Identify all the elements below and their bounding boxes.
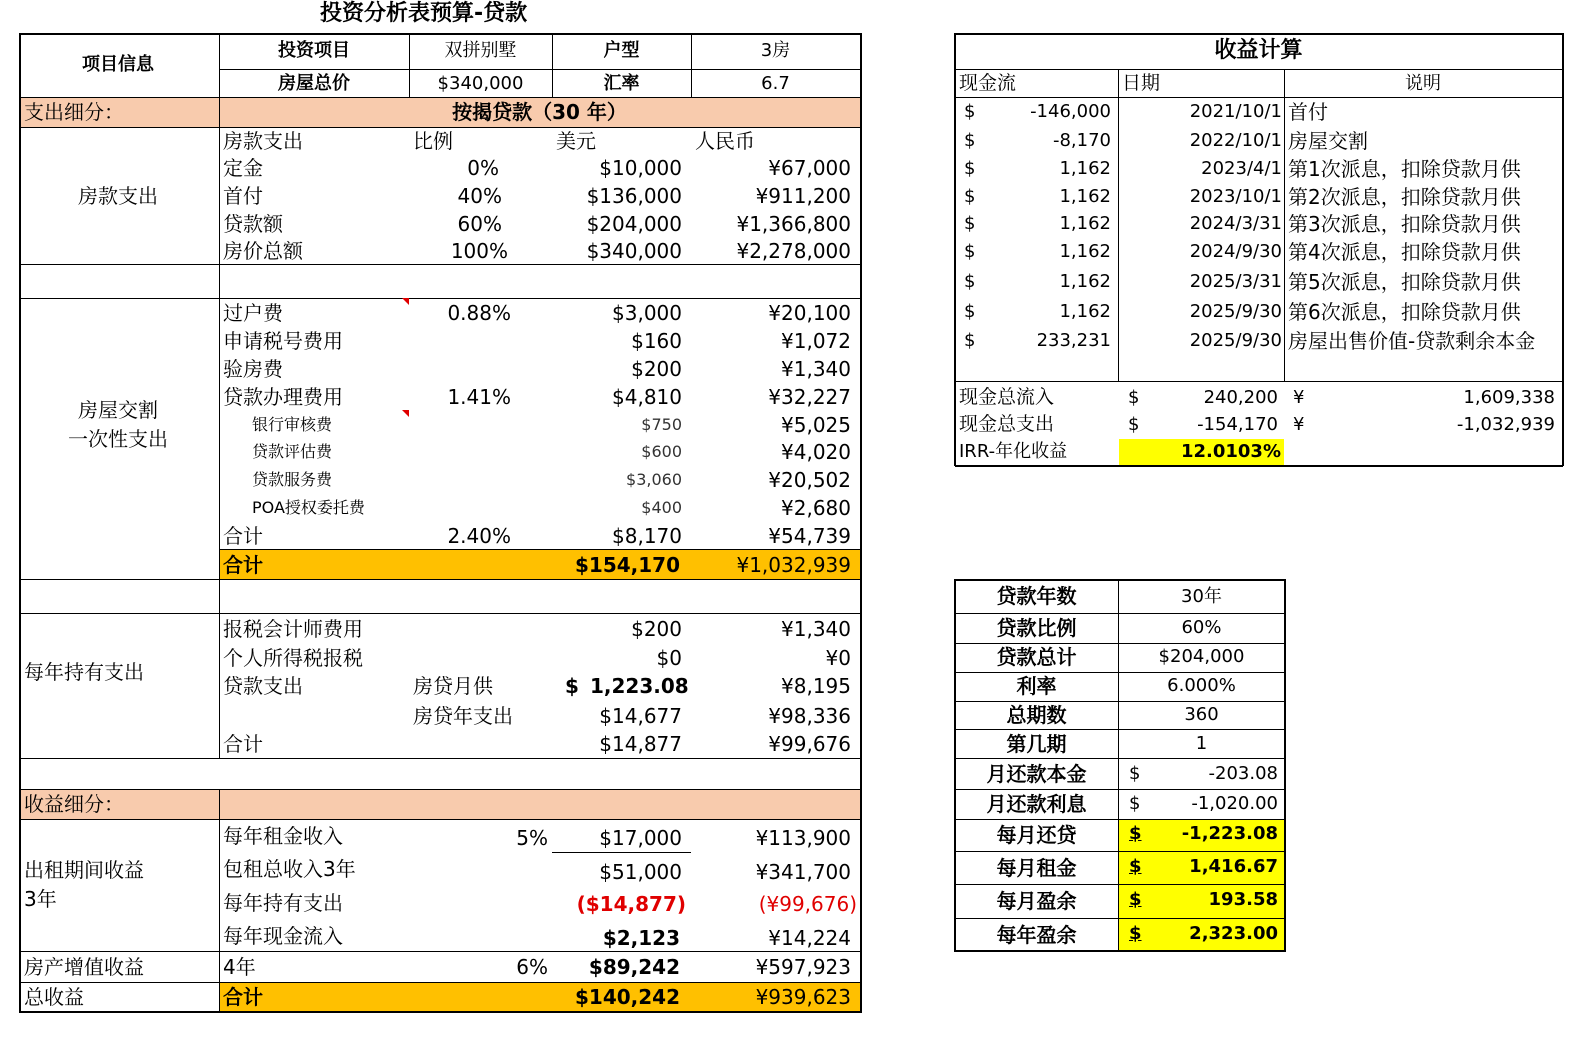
cashflow-symbol: $	[964, 158, 976, 179]
closing-subtotal-usd: $8,170	[612, 524, 682, 548]
inflow-usd: 240,200	[1203, 387, 1278, 408]
annual-row-name: 个人所得税报税	[223, 646, 363, 670]
cashflow-desc: 房屋出售价值-贷款剩余本金	[1288, 329, 1536, 353]
cashflow-amount: 1,162	[1059, 213, 1111, 234]
closing-row-name: 过户费	[223, 301, 283, 325]
cashflow-desc: 第5次派息，扣除贷款月供	[1288, 270, 1521, 294]
inflow-rmb: 1,609,338	[1463, 387, 1555, 408]
rental-row-usd: ($14,877)	[576, 892, 686, 916]
closing-total-usd: $154,170	[574, 553, 680, 577]
closing-row-name: 贷款办理费用	[223, 385, 343, 409]
annual-row-note: 房贷年支出	[413, 704, 513, 728]
rental-row-usd: $2,123	[602, 926, 680, 950]
purchase-row-rmb: ¥1,366,800	[736, 212, 851, 236]
purchase-row-usd: $204,000	[586, 212, 682, 236]
closing-row-usd: $4,810	[612, 385, 682, 409]
closing-row-rmb: ¥32,227	[768, 385, 851, 409]
appreciation-label: 房产增值收益	[24, 955, 144, 979]
total-price-label: 房屋总价	[278, 73, 350, 94]
loan-row-label: 贷款年数	[996, 584, 1077, 608]
closing-subrow-name: 贷款评估费	[252, 442, 333, 461]
closing-row-usd: $160	[631, 329, 682, 353]
cashflow-date: 2024/9/30	[1189, 241, 1282, 262]
closing-row-rmb: ¥1,340	[781, 357, 851, 381]
cashflow-symbol: $	[964, 271, 976, 292]
cashflow-date: 2021/10/1	[1189, 101, 1282, 122]
cashflow-date: 2025/9/30	[1189, 301, 1282, 322]
loan-row-value: 1,416.67	[1189, 856, 1278, 877]
closing-row-ratio: 1.41%	[447, 385, 511, 409]
outflow-usd: -154,170	[1197, 414, 1278, 435]
cashflow-desc: 第2次派息，扣除贷款月供	[1288, 185, 1521, 209]
returns-header-cashflow: 现金流	[959, 72, 1017, 94]
returns-header-date: 日期	[1122, 72, 1161, 94]
loan-row-value: 6.000%	[1167, 675, 1236, 696]
invest-item-label: 投资项目	[278, 40, 350, 61]
rental-row-name: 包租总收入3年	[223, 857, 356, 881]
purchase-label: 房款支出	[78, 184, 158, 208]
closing-subrow-usd: $400	[641, 498, 682, 517]
cashflow-symbol: $	[964, 186, 976, 207]
annual-row-note: 房贷月供	[413, 674, 493, 698]
cashflow-symbol: $	[964, 330, 976, 351]
cashflow-date: 2024/3/31	[1189, 213, 1282, 234]
house-type-value: 3房	[760, 40, 791, 61]
rental-row-name: 每年租金收入	[223, 824, 343, 848]
rental-row-rmb: ¥341,700	[755, 860, 851, 884]
closing-label-line1: 房屋交割	[78, 398, 158, 422]
loan-row-label: 贷款比例	[996, 616, 1077, 640]
cashflow-date: 2023/4/1	[1201, 158, 1282, 179]
cashflow-symbol: $	[964, 241, 976, 262]
purchase-row-rmb: ¥911,200	[755, 184, 851, 208]
invest-item-value: 双拼别墅	[444, 40, 517, 61]
loan-row-value: -203.08	[1208, 763, 1278, 784]
loan-row-value: 30年	[1181, 586, 1222, 607]
loan-row-label: 月还款利息	[986, 792, 1087, 816]
closing-subrow-usd: $3,060	[626, 470, 682, 489]
annual-label: 每年持有支出	[24, 660, 144, 684]
closing-row-ratio: 0.88%	[447, 301, 511, 325]
closing-subrow-name: 贷款服务费	[252, 470, 333, 489]
appreciation-usd: $89,242	[588, 955, 680, 979]
inflow-label: 现金总流入	[959, 386, 1055, 408]
purchase-header-rmb: 人民币	[695, 129, 755, 153]
irr-label: IRR-年化收益	[959, 441, 1068, 462]
appreciation-rmb: ¥597,923	[755, 955, 851, 979]
purchase-header-name: 房款支出	[223, 129, 303, 153]
cashflow-desc: 第4次派息，扣除贷款月供	[1288, 240, 1521, 264]
closing-label-line2: 一次性支出	[68, 427, 168, 451]
cashflow-desc: 第1次派息，扣除贷款月供	[1288, 157, 1521, 181]
closing-subtotal-rmb: ¥54,739	[768, 524, 851, 548]
cashflow-desc: 第6次派息，扣除贷款月供	[1288, 300, 1521, 324]
cashflow-symbol: $	[964, 301, 976, 322]
loan-row-label: 总期数	[1006, 703, 1067, 727]
loan-row-label: 每月租金	[996, 856, 1077, 880]
purchase-row-name: 房价总额	[223, 239, 303, 263]
closing-row-name: 验房费	[223, 357, 283, 381]
irr-value: 12.0103%	[1180, 441, 1281, 462]
annual-row-usd: $0	[656, 646, 682, 670]
purchase-row-ratio: 0%	[467, 156, 499, 180]
cashflow-desc: 房屋交割	[1288, 129, 1368, 153]
loan-row-label: 贷款总计	[996, 645, 1077, 669]
cashflow-amount: 1,162	[1059, 158, 1111, 179]
sheet-title: 投资分析表预算-贷款	[320, 1, 528, 26]
loan-row-symbol: $	[1129, 823, 1142, 844]
closing-subrow-rmb: ¥20,502	[768, 468, 851, 492]
annual-row-name: 报税会计师费用	[223, 617, 363, 641]
purchase-row-ratio: 100%	[450, 239, 508, 263]
loan-row-value: 193.58	[1208, 889, 1278, 910]
cashflow-desc: 第3次派息，扣除贷款月供	[1288, 212, 1521, 236]
closing-subrow-name: 银行审核费	[252, 415, 333, 434]
appreciation-ratio: 6%	[516, 955, 548, 979]
annual-row-rmb: ¥98,336	[768, 704, 851, 728]
closing-total-rmb: ¥1,032,939	[736, 553, 851, 577]
annual-row-name: 贷款支出	[223, 674, 303, 698]
closing-subtotal-ratio: 2.40%	[447, 524, 511, 548]
closing-total-name: 合计	[223, 553, 263, 577]
rental-row-name: 每年持有支出	[223, 891, 343, 915]
closing-subrow-rmb: ¥5,025	[781, 413, 851, 437]
rental-row-rmb: ¥113,900	[755, 826, 851, 850]
loan-row-label: 月还款本金	[986, 762, 1087, 786]
purchase-row-usd: $10,000	[599, 156, 682, 180]
loan-row-symbol: $	[1129, 793, 1141, 814]
house-type-label: 户型	[603, 40, 640, 61]
closing-subrow-name: POA授权委托费	[252, 498, 365, 517]
closing-subrow-usd: $750	[641, 415, 682, 434]
inflow-usd-symbol: $	[1128, 387, 1140, 408]
returns-title: 收益计算	[1214, 38, 1303, 63]
cashflow-amount: 1,162	[1059, 186, 1111, 207]
inflow-rmb-symbol: ¥	[1293, 387, 1305, 408]
closing-row-rmb: ¥1,072	[781, 329, 851, 353]
annual-row-usd: $14,877	[599, 732, 682, 756]
annual-row-rmb: ¥1,340	[781, 617, 851, 641]
closing-subtotal-name: 合计	[223, 524, 263, 548]
loan-row-value: 1	[1195, 733, 1208, 754]
returns-header-desc: 说明	[1405, 73, 1441, 94]
rental-row-usd: $17,000	[599, 826, 682, 850]
loan-row-label: 每年盈余	[996, 923, 1077, 947]
purchase-header-usd: 美元	[556, 129, 596, 153]
loan-row-label: 第几期	[1006, 732, 1067, 756]
rental-row-name: 每年现金流入	[223, 924, 343, 948]
cashflow-desc: 首付	[1288, 100, 1328, 124]
mortgage-title: 按揭贷款（30 年）	[452, 100, 627, 124]
expense-section-label: 支出细分：	[24, 100, 124, 124]
annual-row-usd-symbol: $	[565, 674, 579, 698]
purchase-row-rmb: ¥2,278,000	[736, 239, 851, 263]
rental-row-rmb: ¥14,224	[768, 926, 851, 950]
annual-row-name: 合计	[223, 732, 263, 756]
cashflow-symbol: $	[964, 101, 976, 122]
outflow-rmb: -1,032,939	[1456, 414, 1555, 435]
closing-row-rmb: ¥20,100	[768, 301, 851, 325]
annual-row-rmb: ¥0	[825, 646, 851, 670]
cashflow-amount: -8,170	[1052, 130, 1111, 151]
appreciation-name: 4年	[223, 955, 256, 979]
total-price-value: $340,000	[437, 73, 524, 94]
cashflow-amount: 233,231	[1036, 330, 1111, 351]
closing-subrow-usd: $600	[641, 442, 682, 461]
purchase-row-usd: $136,000	[586, 184, 682, 208]
rental-row-ratio: 5%	[516, 826, 548, 850]
outflow-rmb-symbol: ¥	[1293, 414, 1305, 435]
annual-row-rmb: ¥8,195	[781, 674, 851, 698]
closing-subrow-rmb: ¥4,020	[781, 440, 851, 464]
cashflow-date: 2023/10/1	[1189, 186, 1282, 207]
exchange-label: 汇率	[603, 73, 640, 94]
income-section-label: 收益细分：	[24, 792, 124, 816]
cashflow-symbol: $	[964, 130, 976, 151]
closing-row-usd: $200	[631, 357, 682, 381]
total-income-usd: $140,242	[574, 985, 680, 1009]
cashflow-amount: 1,162	[1059, 271, 1111, 292]
loan-row-label: 每月还贷	[996, 823, 1077, 847]
loan-row-value: -1,020.00	[1191, 793, 1278, 814]
cashflow-amount: 1,162	[1059, 241, 1111, 262]
loan-row-symbol: $	[1129, 856, 1142, 877]
purchase-row-name: 首付	[223, 184, 263, 208]
cashflow-symbol: $	[964, 213, 976, 234]
cashflow-date: 2025/9/30	[1189, 330, 1282, 351]
outflow-usd-symbol: $	[1128, 414, 1140, 435]
loan-row-value: -1,223.08	[1181, 823, 1278, 844]
loan-row-value: $204,000	[1158, 646, 1245, 667]
loan-row-label: 利率	[1016, 674, 1057, 698]
closing-subrow-rmb: ¥2,680	[781, 496, 851, 520]
cashflow-amount: -146,000	[1030, 101, 1111, 122]
loan-row-symbol: $	[1129, 889, 1142, 910]
annual-row-rmb: ¥99,676	[768, 732, 851, 756]
purchase-row-name: 贷款额	[223, 212, 283, 236]
loan-row-symbol: $	[1129, 923, 1142, 944]
rental-row-rmb: (¥99,676)	[758, 892, 857, 916]
loan-row-symbol: $	[1129, 763, 1141, 784]
rental-label-line1: 出租期间收益	[24, 858, 144, 882]
closing-row-usd: $3,000	[612, 301, 682, 325]
cashflow-amount: 1,162	[1059, 301, 1111, 322]
purchase-row-rmb: ¥67,000	[768, 156, 851, 180]
total-income-name: 合计	[223, 985, 263, 1009]
total-income-rmb: ¥939,623	[755, 985, 851, 1009]
purchase-row-ratio: 60%	[457, 212, 502, 236]
loan-row-label: 每月盈余	[996, 889, 1077, 913]
purchase-row-ratio: 40%	[457, 184, 502, 208]
total-income-label: 总收益	[24, 985, 84, 1009]
exchange-value: 6.7	[761, 73, 790, 94]
purchase-row-usd: $340,000	[586, 239, 682, 263]
cashflow-date: 2022/10/1	[1189, 130, 1282, 151]
loan-row-value: 60%	[1181, 617, 1222, 638]
rental-row-usd: $51,000	[599, 860, 682, 884]
annual-row-usd: $200	[631, 617, 682, 641]
purchase-header-ratio: 比例	[413, 129, 453, 153]
project-info-label: 项目信息	[82, 54, 154, 75]
closing-row-name: 申请税号费用	[223, 329, 343, 353]
rental-label-line2: 3年	[24, 887, 57, 911]
cashflow-date: 2025/3/31	[1189, 271, 1282, 292]
annual-row-usd: 1,223.08	[590, 674, 689, 698]
outflow-label: 现金总支出	[959, 413, 1055, 435]
loan-row-value: 2,323.00	[1189, 923, 1278, 944]
purchase-row-name: 定金	[223, 156, 263, 180]
loan-row-value: 360	[1184, 704, 1219, 725]
annual-row-usd: $14,677	[599, 704, 682, 728]
